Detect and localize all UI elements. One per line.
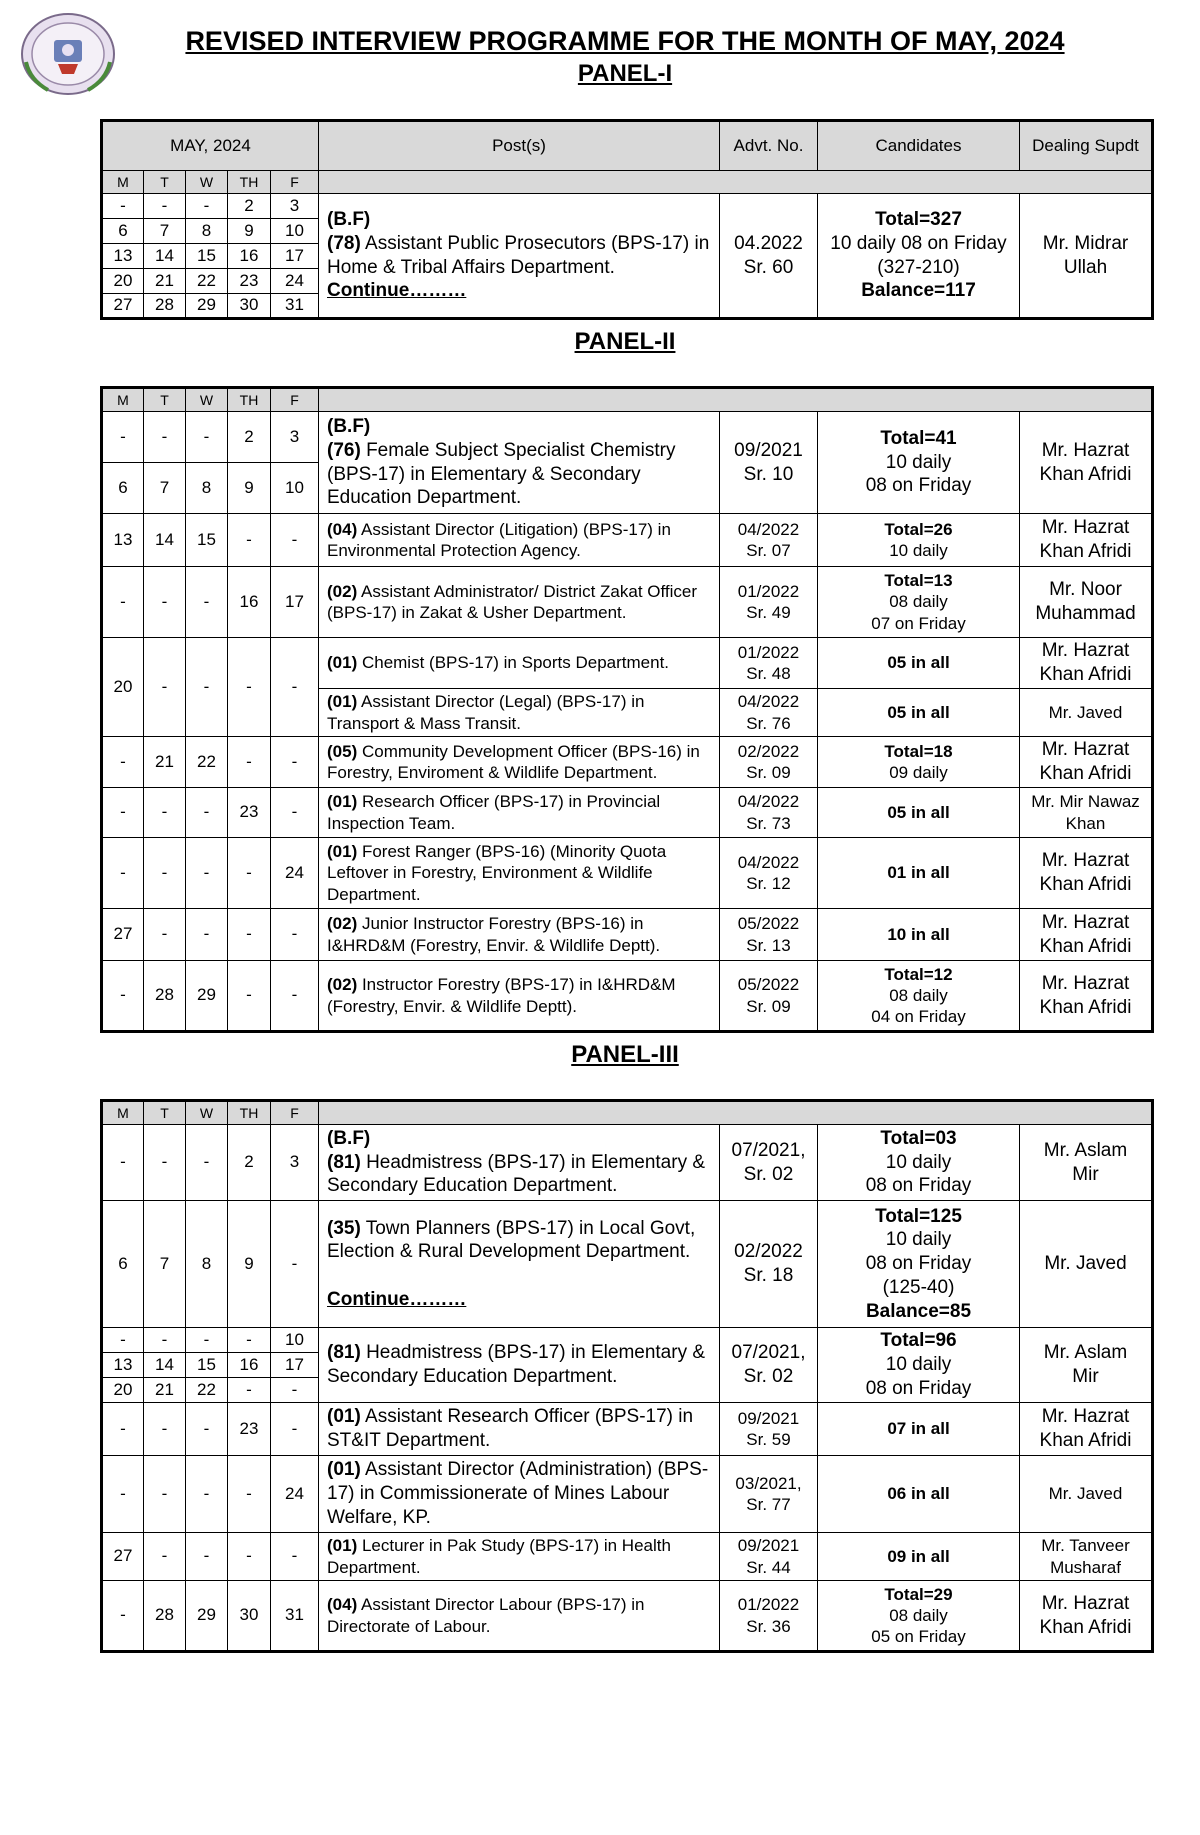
day-cell: - xyxy=(186,1125,228,1201)
day-cell: 16 xyxy=(228,1353,271,1378)
advt-cell: 04/2022 Sr. 07 xyxy=(720,514,818,567)
day-cell: 27 xyxy=(102,909,144,961)
day-cell: 30 xyxy=(228,294,271,319)
advt-cell: 01/2022 Sr. 49 xyxy=(720,567,818,638)
candidates-cell: 06 in all xyxy=(818,1456,1020,1533)
day-header: M xyxy=(102,388,144,412)
day-cell: - xyxy=(102,1581,144,1652)
advt-cell: 09/2021 Sr. 44 xyxy=(720,1533,818,1581)
day-cell: - xyxy=(102,1328,144,1353)
day-cell: - xyxy=(271,514,319,567)
day-header: F xyxy=(271,171,319,194)
day-cell: 31 xyxy=(271,294,319,319)
day-cell: 23 xyxy=(228,788,271,838)
day-cell: - xyxy=(228,1533,271,1581)
day-cell: - xyxy=(102,737,144,788)
day-cell: - xyxy=(144,1533,186,1581)
post-cell: (05) Community Development Officer (BPS-16) in Forestry, Enviroment & Wildlife Department. xyxy=(319,737,720,788)
day-cell: 28 xyxy=(144,1581,186,1652)
day-header: T xyxy=(144,171,186,194)
day-cell: 13 xyxy=(102,244,144,269)
day-cell: 3 xyxy=(271,1125,319,1201)
day-cell: 3 xyxy=(271,412,319,463)
day-cell: 14 xyxy=(144,1353,186,1378)
day-cell: - xyxy=(102,194,144,219)
day-cell: - xyxy=(144,412,186,463)
day-header: T xyxy=(144,1101,186,1125)
supdt-cell: Mr. Hazrat Khan Afridi xyxy=(1020,514,1153,567)
day-cell: - xyxy=(144,194,186,219)
day-cell: - xyxy=(186,194,228,219)
day-header: TH xyxy=(228,388,271,412)
day-cell: - xyxy=(102,1403,144,1456)
day-cell: 6 xyxy=(102,219,144,244)
day-header: TH xyxy=(228,171,271,194)
day-cell: - xyxy=(271,1201,319,1328)
candidates-cell: Total=13 08 daily 07 on Friday xyxy=(818,567,1020,638)
day-cell: 16 xyxy=(228,244,271,269)
day-cell: 30 xyxy=(228,1581,271,1652)
day-cell: - xyxy=(228,1378,271,1403)
day-cell: - xyxy=(186,1533,228,1581)
day-cell: 24 xyxy=(271,1456,319,1533)
post-cell: (04) Assistant Director (Litigation) (BPS-17) in Environmental Protection Agency. xyxy=(319,514,720,567)
post-cell: (02) Assistant Administrator/ District Zakat Officer (BPS-17) in Zakat & Usher Department. xyxy=(319,567,720,638)
post-cell: (01) Assistant Director (Legal) (BPS-17) in Transport & Mass Transit. xyxy=(319,689,720,737)
day-cell: - xyxy=(102,567,144,638)
day-cell: - xyxy=(228,909,271,961)
candidates-cell: Total=12 08 daily 04 on Friday xyxy=(818,961,1020,1032)
day-cell: - xyxy=(271,638,319,737)
candidates-cell: 10 in all xyxy=(818,909,1020,961)
post-cell: (B.F) (81) Headmistress (BPS-17) in Elementary & Secondary Education Department. xyxy=(319,1125,720,1201)
day-cell: 29 xyxy=(186,294,228,319)
day-cell: 17 xyxy=(271,1353,319,1378)
day-cell: 8 xyxy=(186,219,228,244)
supdt-cell: Mr. Aslam Mir xyxy=(1020,1328,1153,1403)
day-cell: 10 xyxy=(271,463,319,514)
candidates-cell: 09 in all xyxy=(818,1533,1020,1581)
day-cell: - xyxy=(271,1378,319,1403)
day-cell: - xyxy=(186,1328,228,1353)
supdt-cell: Mr. Midrar Ullah xyxy=(1020,194,1153,319)
post-cell: (04) Assistant Director Labour (BPS-17) in Directorate of Labour. xyxy=(319,1581,720,1652)
advt-cell: 04.2022 Sr. 60 xyxy=(720,194,818,319)
day-cell: - xyxy=(271,737,319,788)
advt-cell: 05/2022 Sr. 13 xyxy=(720,909,818,961)
day-cell: 24 xyxy=(271,838,319,909)
day-cell: 20 xyxy=(102,269,144,294)
panel-1-title: PANEL-I xyxy=(577,60,673,87)
advt-cell: 01/2022 Sr. 36 xyxy=(720,1581,818,1652)
day-cell: 22 xyxy=(186,269,228,294)
candidates-cell: Total=96 10 daily 08 on Friday xyxy=(818,1328,1020,1403)
day-cell: 15 xyxy=(186,514,228,567)
day-header: T xyxy=(144,388,186,412)
supdt-cell: Mr. Tanveer Musharaf xyxy=(1020,1533,1153,1581)
candidates-cell: Total=03 10 daily 08 on Friday xyxy=(818,1125,1020,1201)
day-cell: 28 xyxy=(144,961,186,1032)
candidates-cell: 05 in all xyxy=(818,788,1020,838)
supdt-cell: Mr. Hazrat Khan Afridi xyxy=(1020,412,1153,514)
day-cell: 29 xyxy=(186,961,228,1032)
day-cell: - xyxy=(144,909,186,961)
advt-cell: 09/2021 Sr. 59 xyxy=(720,1403,818,1456)
advt-cell: 05/2022 Sr. 09 xyxy=(720,961,818,1032)
candidates-cell: Total=18 09 daily xyxy=(818,737,1020,788)
supdt-cell: Mr. Hazrat Khan Afridi xyxy=(1020,961,1153,1032)
day-cell: 21 xyxy=(144,737,186,788)
panel-2-title: PANEL-II xyxy=(574,328,676,355)
day-cell: 17 xyxy=(271,244,319,269)
post-cell: (B.F) (78) Assistant Public Prosecutors (BPS-17) in Home & Tribal Affairs Department. Continue……… xyxy=(319,194,720,319)
day-cell: 27 xyxy=(102,1533,144,1581)
day-cell: 27 xyxy=(102,294,144,319)
day-cell: 9 xyxy=(228,1201,271,1328)
continue-label: Continue……… xyxy=(327,1288,467,1310)
day-cell: - xyxy=(144,1125,186,1201)
panel-3-table xyxy=(100,1099,1154,1653)
candidates-cell: 01 in all xyxy=(818,838,1020,909)
supdt-cell: Mr. Javed xyxy=(1020,1201,1153,1328)
day-cell: - xyxy=(186,1403,228,1456)
post-cell: (35) Town Planners (BPS-17) in Local Govt, Election & Rural Development Department. Continue……… xyxy=(319,1201,720,1328)
day-cell: - xyxy=(102,412,144,463)
day-cell: - xyxy=(102,961,144,1032)
day-cell: - xyxy=(186,788,228,838)
day-cell: - xyxy=(102,838,144,909)
day-cell: 20 xyxy=(102,638,144,737)
day-cell: 14 xyxy=(144,514,186,567)
post-cell: (01) Assistant Research Officer (BPS-17) in ST&IT Department. xyxy=(319,1403,720,1456)
day-cell: - xyxy=(228,737,271,788)
day-cell: 8 xyxy=(186,463,228,514)
candidates-cell: Total=26 10 daily xyxy=(818,514,1020,567)
post-cell: (B.F) (76) Female Subject Specialist Chemistry (BPS-17) in Elementary & Secondary Education Department. xyxy=(319,412,720,514)
candidates-cell: Total=125 10 daily 08 on Friday (125-40) Balance=85 xyxy=(818,1201,1020,1328)
post-cell: (01) Forest Ranger (BPS-16) (Minority Quota Leftover in Forestry, Environment & Wildlife Department. xyxy=(319,838,720,909)
day-cell: 7 xyxy=(144,463,186,514)
day-cell: 14 xyxy=(144,244,186,269)
day-cell: 15 xyxy=(186,1353,228,1378)
continue-label: Continue……… xyxy=(327,280,467,302)
day-cell: - xyxy=(186,838,228,909)
day-cell: - xyxy=(186,1456,228,1533)
day-cell: - xyxy=(271,1403,319,1456)
day-cell: 6 xyxy=(102,463,144,514)
day-cell: 29 xyxy=(186,1581,228,1652)
advt-cell: 04/2022 Sr. 73 xyxy=(720,788,818,838)
day-cell: 16 xyxy=(228,567,271,638)
supdt-header: Dealing Supdt xyxy=(1020,121,1153,171)
candidates-header: Candidates xyxy=(818,121,1020,171)
day-cell: - xyxy=(228,514,271,567)
panel-1-table xyxy=(100,119,1154,320)
day-cell: 7 xyxy=(144,219,186,244)
advt-cell: 04/2022 Sr. 12 xyxy=(720,838,818,909)
day-cell: 15 xyxy=(186,244,228,269)
day-cell: - xyxy=(144,1456,186,1533)
day-cell: 24 xyxy=(271,269,319,294)
page-title: REVISED INTERVIEW PROGRAMME FOR THE MONTH OF MAY, 2024 xyxy=(185,26,1065,56)
day-cell: 3 xyxy=(271,194,319,219)
candidates-cell: 07 in all xyxy=(818,1403,1020,1456)
posts-header: Post(s) xyxy=(319,121,720,171)
day-cell: - xyxy=(228,1456,271,1533)
day-cell: - xyxy=(144,1328,186,1353)
month-header: MAY, 2024 xyxy=(102,121,319,171)
post-cell: (01) Lecturer in Pak Study (BPS-17) in Health Department. xyxy=(319,1533,720,1581)
day-cell: 10 xyxy=(271,219,319,244)
day-header: F xyxy=(271,1101,319,1125)
day-cell: - xyxy=(102,788,144,838)
advt-cell: 01/2022 Sr. 48 xyxy=(720,638,818,689)
day-cell: 28 xyxy=(144,294,186,319)
day-cell: 2 xyxy=(228,194,271,219)
day-cell: 9 xyxy=(228,463,271,514)
advt-cell: 04/2022 Sr. 76 xyxy=(720,689,818,737)
day-cell: - xyxy=(228,638,271,737)
day-cell: - xyxy=(228,961,271,1032)
day-cell: - xyxy=(186,412,228,463)
day-cell: - xyxy=(228,1328,271,1353)
day-cell: - xyxy=(271,788,319,838)
day-cell: 23 xyxy=(228,269,271,294)
supdt-cell: Mr. Hazrat Khan Afridi xyxy=(1020,1581,1153,1652)
post-cell: (01) Chemist (BPS-17) in Sports Department. xyxy=(319,638,720,689)
day-cell: 21 xyxy=(144,269,186,294)
day-cell: - xyxy=(102,1125,144,1201)
day-cell: - xyxy=(102,1456,144,1533)
advt-header: Advt. No. xyxy=(720,121,818,171)
day-cell: - xyxy=(271,1533,319,1581)
advt-cell: 02/2022 Sr. 09 xyxy=(720,737,818,788)
advt-cell: 07/2021, Sr. 02 xyxy=(720,1328,818,1403)
candidates-cell: 05 in all xyxy=(818,638,1020,689)
day-cell: 9 xyxy=(228,219,271,244)
day-cell: 8 xyxy=(186,1201,228,1328)
candidates-cell: Total=327 10 daily 08 on Friday (327-210) Balance=117 xyxy=(818,194,1020,319)
supdt-cell: Mr. Hazrat Khan Afridi xyxy=(1020,909,1153,961)
day-cell: - xyxy=(228,838,271,909)
supdt-cell: Mr. Javed xyxy=(1020,689,1153,737)
post-cell: (81) Headmistress (BPS-17) in Elementary & Secondary Education Department. xyxy=(319,1328,720,1403)
day-cell: - xyxy=(144,788,186,838)
day-cell: - xyxy=(271,909,319,961)
day-cell: 22 xyxy=(186,1378,228,1403)
day-header: M xyxy=(102,171,144,194)
supdt-cell: Mr. Mir Nawaz Khan xyxy=(1020,788,1153,838)
day-cell: 22 xyxy=(186,737,228,788)
supdt-cell: Mr. Noor Muhammad xyxy=(1020,567,1153,638)
day-cell: 23 xyxy=(228,1403,271,1456)
day-cell: 31 xyxy=(271,1581,319,1652)
day-cell: 10 xyxy=(271,1328,319,1353)
day-cell: - xyxy=(144,838,186,909)
day-header: W xyxy=(186,388,228,412)
day-header: F xyxy=(271,388,319,412)
post-cell: (02) Junior Instructor Forestry (BPS-16) in I&HRD&M (Forestry, Envir. & Wildlife Deptt). xyxy=(319,909,720,961)
day-cell: - xyxy=(271,961,319,1032)
supdt-cell: Mr. Hazrat Khan Afridi xyxy=(1020,638,1153,689)
panel-2-table xyxy=(100,386,1154,1033)
day-cell: 17 xyxy=(271,567,319,638)
supdt-cell: Mr. Javed xyxy=(1020,1456,1153,1533)
day-cell: - xyxy=(144,1403,186,1456)
day-cell: 7 xyxy=(144,1201,186,1328)
day-cell: - xyxy=(144,638,186,737)
day-cell: - xyxy=(144,567,186,638)
candidates-cell: Total=41 10 daily 08 on Friday xyxy=(818,412,1020,514)
candidates-cell: 05 in all xyxy=(818,689,1020,737)
day-header: W xyxy=(186,1101,228,1125)
day-header: W xyxy=(186,171,228,194)
day-cell: - xyxy=(186,909,228,961)
day-cell: 13 xyxy=(102,1353,144,1378)
day-cell: 20 xyxy=(102,1378,144,1403)
day-cell: - xyxy=(186,638,228,737)
day-cell: 2 xyxy=(228,1125,271,1201)
post-cell: (02) Instructor Forestry (BPS-17) in I&HRD&M (Forestry, Envir. & Wildlife Deptt). xyxy=(319,961,720,1032)
day-cell: - xyxy=(186,567,228,638)
day-header: M xyxy=(102,1101,144,1125)
day-cell: 21 xyxy=(144,1378,186,1403)
day-cell: 13 xyxy=(102,514,144,567)
advt-cell: 07/2021, Sr. 02 xyxy=(720,1125,818,1201)
day-cell: 2 xyxy=(228,412,271,463)
advt-cell: 09/2021 Sr. 10 xyxy=(720,412,818,514)
supdt-cell: Mr. Hazrat Khan Afridi xyxy=(1020,1403,1153,1456)
advt-cell: 03/2021, Sr. 77 xyxy=(720,1456,818,1533)
candidates-cell: Total=29 08 daily 05 on Friday xyxy=(818,1581,1020,1652)
panel-3-title: PANEL-III xyxy=(571,1041,679,1068)
post-cell: (01) Assistant Director (Administration) (BPS-17) in Commissionerate of Mines Labour Welfare, KP. xyxy=(319,1456,720,1533)
advt-cell: 02/2022 Sr. 18 xyxy=(720,1201,818,1328)
day-cell: 6 xyxy=(102,1201,144,1328)
supdt-cell: Mr. Hazrat Khan Afridi xyxy=(1020,838,1153,909)
supdt-cell: Mr. Aslam Mir xyxy=(1020,1125,1153,1201)
day-header: TH xyxy=(228,1101,271,1125)
post-cell: (01) Research Officer (BPS-17) in Provincial Inspection Team. xyxy=(319,788,720,838)
supdt-cell: Mr. Hazrat Khan Afridi xyxy=(1020,737,1153,788)
